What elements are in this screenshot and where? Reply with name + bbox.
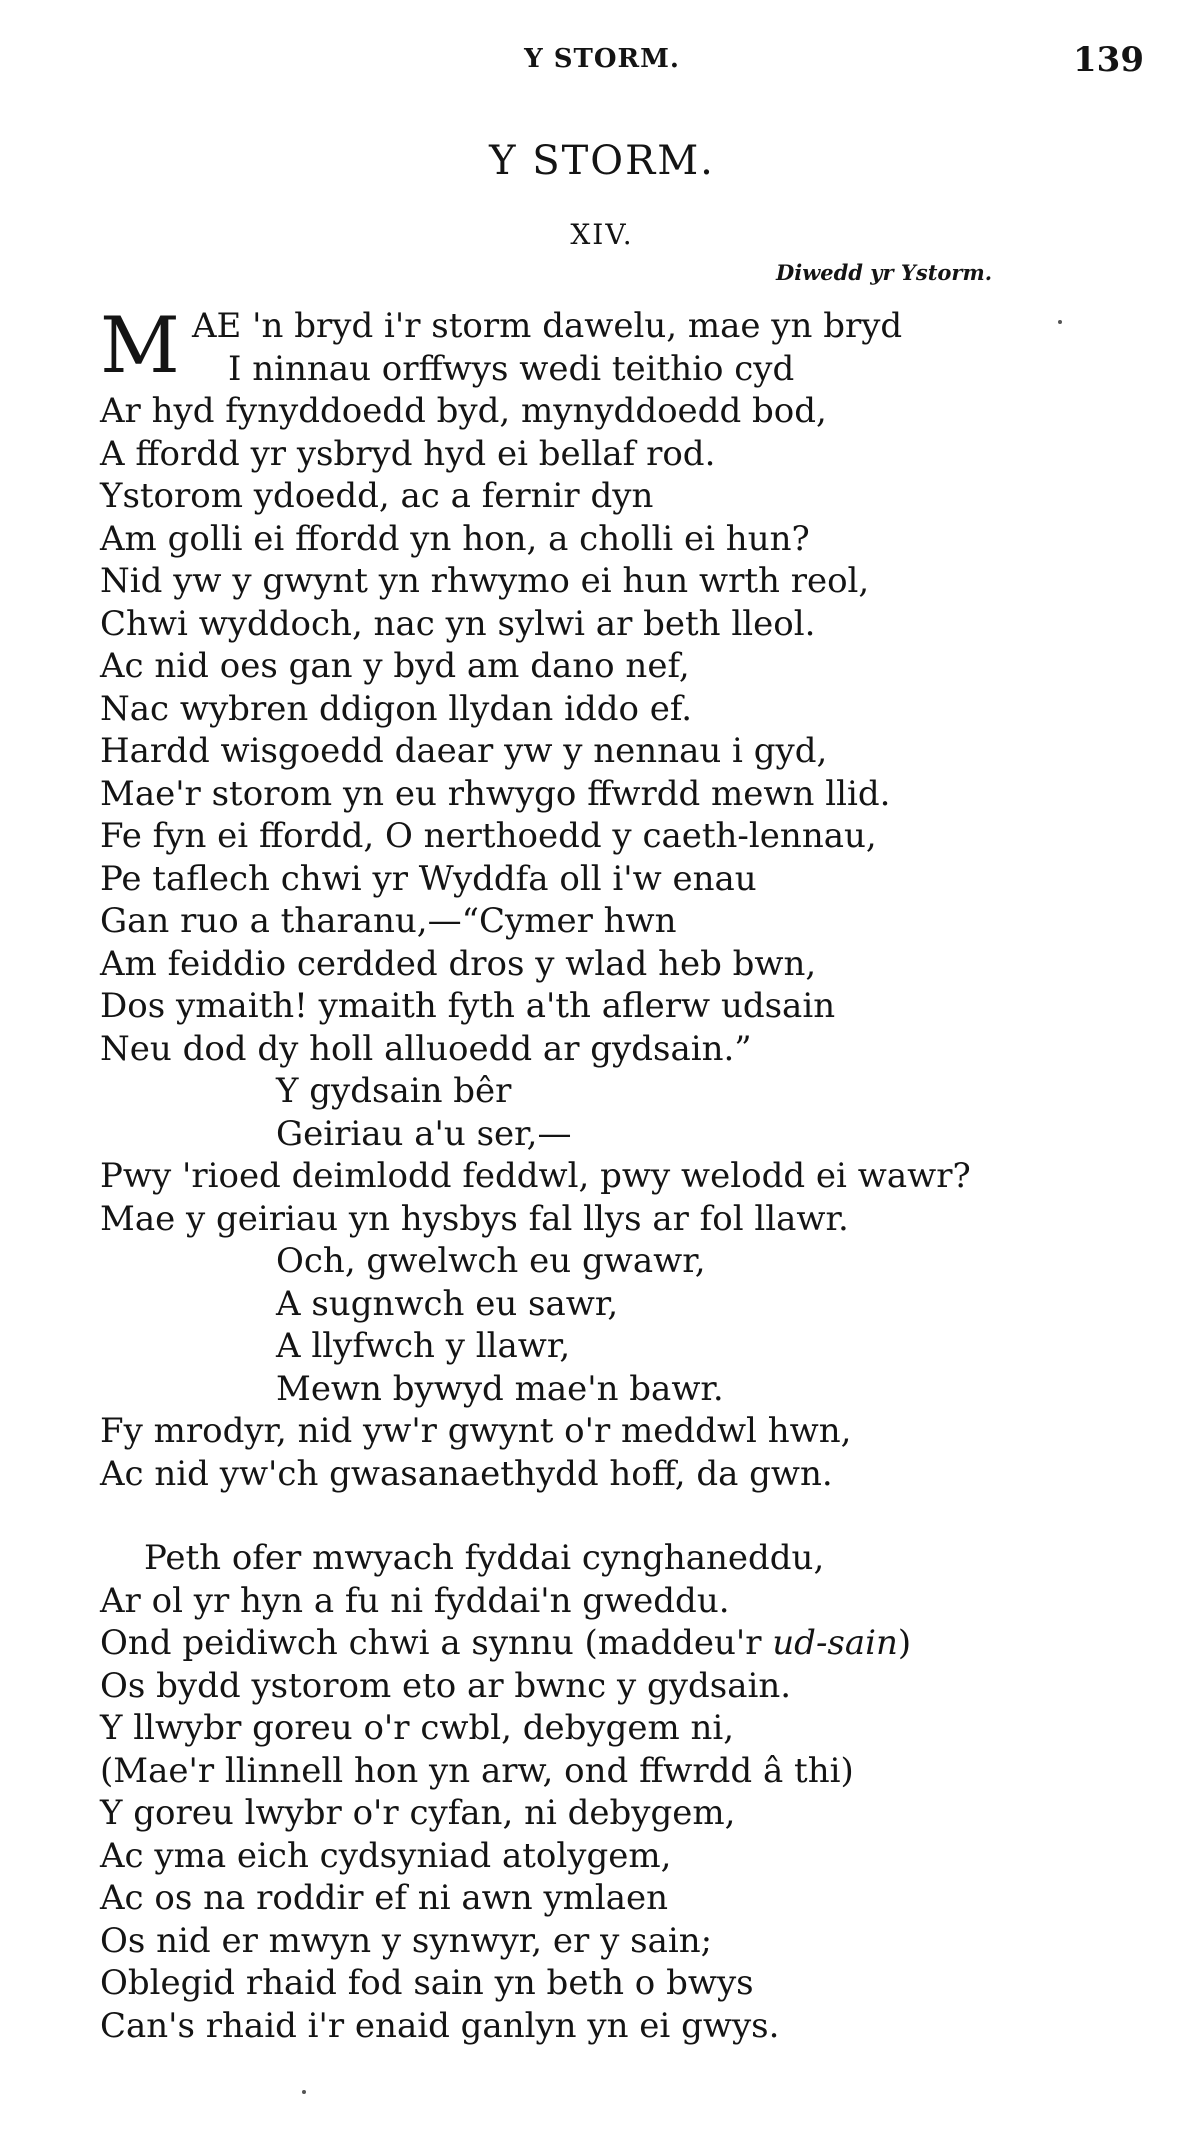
poem-line-indented: A sugnwch eu sawr,	[276, 1283, 619, 1324]
poem-line: Ystorom ydoedd, ac a fernir dyn	[100, 476, 654, 516]
poem-line: A ffordd yr ysbryd hyd ei bellaf rod.	[100, 433, 716, 474]
poem-line: Ac yma eich cydsyniad atolygem,	[100, 1835, 672, 1876]
poem-line: Am feiddio cerdded dros y wlad heb bwn,	[100, 943, 817, 984]
poem-line: Y goreu lwybr o'r cyfan, ni debygem,	[100, 1793, 736, 1833]
poem-line: Am golli ei ffordd yn hon, a cholli ei hun?	[100, 518, 810, 559]
italic-word: ud-sain	[772, 1623, 898, 1663]
poem-line-text: I ninnau orffwys wedi teithio cyd	[228, 348, 795, 389]
section-subtitle: Diwedd yr Ystorm.	[776, 260, 992, 285]
poem-line: Pwy 'rioed deimlodd feddwl, pwy welodd ei wawr?	[100, 1156, 971, 1196]
poem-line: Ar hyd fynyddoedd byd, mynyddoedd bod,	[100, 391, 827, 431]
poem-line: Mae y geiriau yn hysbys fal llys ar fol llawr.	[100, 1198, 849, 1239]
poem-line: Dos ymaith! ymaith fyth a'th aflerw udsain	[100, 986, 836, 1026]
poem-line-indented: Mewn bywyd mae'n bawr.	[276, 1368, 724, 1409]
poem-body	[100, 301, 1170, 2047]
poem-line: Can's rhaid i'r enaid ganlyn yn ei gwys.	[100, 2005, 780, 2046]
poem-line: Y llwybr goreu o'r cwbl, debygem ni,	[100, 1708, 735, 1748]
stanza-3	[100, 1410, 1170, 1495]
poem-line: Fe fyn ei ffordd, O nerthoedd y caeth-lennau,	[100, 816, 877, 856]
stray-mark	[302, 2090, 306, 2094]
line-text: )	[897, 1623, 912, 1663]
poem-line-indented: A llyfwch y llawr,	[276, 1326, 571, 1366]
poem-line: Os nid er mwyn y synwyr, er y sain;	[100, 1920, 713, 1961]
stanza-1	[100, 390, 1170, 1070]
poem-line-indented: Geiriau a'u ser,—	[276, 1113, 572, 1154]
section-number: XIV.	[570, 218, 634, 251]
poem-line: Ar ol yr hyn a fu ni fyddai'n gweddu.	[100, 1580, 730, 1621]
poem-line: Oblegid rhaid fod sain yn beth o bwys	[100, 1963, 754, 2003]
poem-line: (Mae'r llinnell hon yn arw, ond ffwrdd â thi)	[100, 1750, 854, 1791]
poem-line: Ac nid yw'ch gwasanaethydd hoff, da gwn.	[100, 1453, 833, 1494]
poem-line: Fy mrodyr, nid yw'r gwynt o'r meddwl hwn,	[100, 1411, 852, 1451]
indented-refrain-1	[100, 1070, 1170, 1155]
stanza-4	[100, 1537, 1170, 2047]
poem-line: Os bydd ystorom eto ar bwnc y gydsain.	[100, 1665, 792, 1706]
poem-line-text: AE 'n bryd i'r storm dawelu, mae yn bryd	[192, 306, 903, 346]
running-head: Y STORM.	[524, 44, 680, 74]
poem-line: Chwi wyddoch, nac yn sylwi ar beth lleol.	[100, 603, 816, 644]
drop-cap: M	[100, 301, 180, 391]
line-text: Ond peidiwch chwi a synnu (maddeu'r	[100, 1623, 773, 1663]
poem-line-second	[100, 348, 1170, 391]
poem-line: Neu dod dy holl alluoedd ar gydsain.”	[100, 1028, 752, 1069]
poem-line-with-italic	[100, 1622, 1170, 1665]
stanza-gap	[100, 1495, 1170, 1537]
poem-line: Hardd wisgoedd daear yw y nennau i gyd,	[100, 731, 828, 771]
poem-line: Mae'r storom yn eu rhwygo ffwrdd mewn llid.	[100, 773, 891, 814]
poem-line: Ac nid oes gan y byd am dano nef,	[100, 646, 690, 686]
poem-line: Ac os na roddir ef ni awn ymlaen	[100, 1878, 669, 1918]
page-number: 139	[1073, 40, 1144, 80]
indented-refrain-2	[100, 1240, 1170, 1410]
poem-line-indented: Och, gwelwch eu gwawr,	[276, 1241, 706, 1281]
poem-line-paragraph-start: Peth ofer mwyach fyddai cynghaneddu,	[144, 1538, 825, 1578]
poem-title: Y STORM.	[489, 138, 715, 184]
poem-line: Pe taflech chwi yr Wyddfa oll i'w enau	[100, 858, 757, 899]
poem-line: Nac wybren ddigon llydan iddo ef.	[100, 688, 693, 729]
poem-line: Nid yw y gwynt yn rhwymo ei hun wrth reol,	[100, 561, 870, 601]
stanza-2	[100, 1155, 1170, 1240]
poem-line: Gan ruo a tharanu,—“Cymer hwn	[100, 901, 677, 941]
poem-line-indented: Y gydsain bêr	[276, 1071, 512, 1111]
